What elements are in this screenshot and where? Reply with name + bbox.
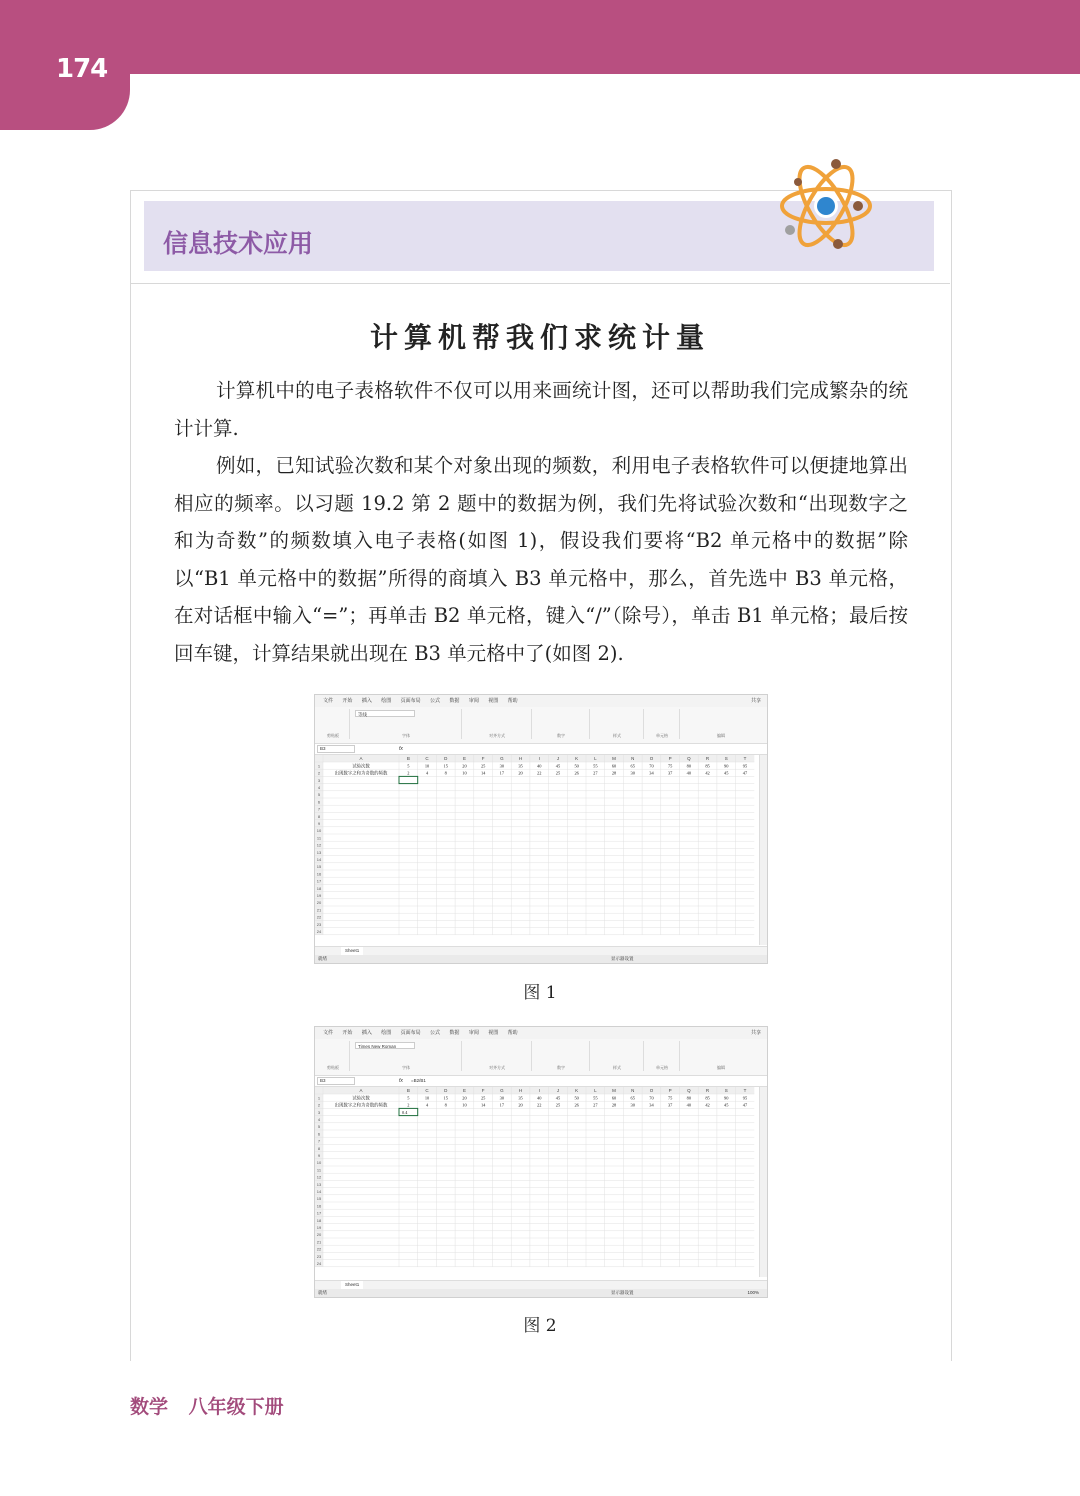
row-header: 12 [316,842,322,848]
data-cell: 8 [444,1102,447,1108]
row-header: 13 [316,1181,322,1187]
row-header: 21 [316,1239,322,1245]
data-cell: 90 [724,763,729,769]
share-button[interactable]: 共享 [750,1030,761,1036]
column-header: A [359,1088,363,1094]
ribbon-group-label: 剪贴板 [327,1065,339,1070]
row-header: 2 [317,770,321,776]
ribbon-group-label: 样式 [613,733,621,738]
data-cell: 50 [574,763,579,769]
status-text: 就绪 [318,1290,327,1295]
vertical-scrollbar[interactable] [759,755,767,945]
row-header: 9 [317,821,321,826]
column-header: F [481,1088,485,1094]
column-header: E [462,756,466,762]
row-header: 22 [316,914,322,920]
row-header: 4 [317,785,321,790]
ribbon-group-label: 对齐方式 [489,733,505,738]
data-cell: 70 [649,1095,654,1101]
spreadsheet-screenshot-1 [314,694,768,964]
column-header: D [444,756,448,762]
data-cell: 75 [667,763,673,769]
data-cell: 45 [724,1102,729,1108]
data-cell: 30 [630,1102,635,1108]
row-header: 21 [316,907,322,913]
data-cell: 20 [518,1102,523,1108]
ribbon-group-label: 字体 [402,1065,410,1070]
row-header: 19 [316,1225,322,1230]
data-cell: 30 [630,770,635,776]
data-cell: 65 [630,1095,635,1101]
data-cell: 14 [480,1102,486,1108]
ribbon-group [591,709,644,739]
row-label-cell: 试验次数 [352,1095,370,1101]
menu-item[interactable]: 绘图 [381,698,392,704]
row-header: 1 [317,1095,321,1101]
data-cell: 47 [742,1102,748,1108]
row-header: 17 [316,1210,322,1216]
menu-item[interactable]: 数据 [449,698,460,704]
row-header: 17 [316,878,322,884]
spreadsheet-screenshot-2 [314,1026,768,1298]
menu-item[interactable]: 帮助 [507,1030,518,1036]
ribbon-group [317,709,350,739]
data-cell: 15 [443,1095,448,1101]
data-cell: 35 [518,1095,523,1101]
column-header: L [594,756,597,762]
data-cell: 47 [742,770,748,776]
column-header: J [556,1088,560,1094]
row-header: 19 [316,893,322,898]
column-header: M [612,1088,616,1094]
row-header: 14 [316,1189,322,1194]
row-label-cell: 出现数字之和为奇数的频数 [334,770,388,776]
menu-bar [315,1027,767,1039]
menu-item[interactable]: 公式 [430,698,441,704]
data-cell: 20 [462,1095,467,1101]
menu-item[interactable]: 文件 [323,1030,334,1036]
ribbon-group-label: 剪贴板 [327,733,339,738]
data-cell: 8 [444,770,447,776]
data-cell: 42 [705,770,710,776]
ribbon [315,707,767,744]
row-header: 12 [316,1174,322,1180]
menu-item[interactable]: 开始 [342,1030,353,1036]
vertical-scrollbar[interactable] [759,1087,767,1277]
ribbon-group [351,709,462,739]
ribbon-group-label: 编辑 [717,733,725,738]
ribbon-group [317,1041,350,1071]
row-header: 15 [316,1196,322,1202]
ribbon-group [351,1041,462,1071]
menu-item[interactable]: 数据 [449,1030,460,1036]
row-header: 1 [317,763,321,769]
page-number: 174 [56,54,108,84]
figure-caption: 图 2 [523,1316,557,1336]
data-cell: 35 [518,763,523,769]
column-header: L [594,1088,597,1094]
data-cell: 45 [724,770,729,776]
ribbon-group-label: 字体 [402,733,410,738]
data-cell: 37 [667,1102,673,1108]
frame-divider [130,283,950,284]
formula-bar [315,744,767,755]
ribbon-group [645,709,680,739]
data-cell: 80 [686,763,692,769]
ribbon-group-label: 数字 [557,1065,565,1070]
display-settings[interactable]: 显示器设置 [611,956,634,961]
row-header: 8 [317,813,321,819]
row-header: 3 [317,1109,321,1115]
status-text: 就绪 [318,956,327,961]
column-header: C [425,756,429,762]
column-header: S [724,756,728,762]
row-header: 4 [317,1117,321,1122]
column-header: D [444,1088,448,1094]
name-box[interactable]: B3 [317,745,355,753]
data-cell: 10 [462,770,467,776]
data-cell: 40 [686,1102,692,1108]
data-cell: 2 [407,1102,410,1108]
row-header: 8 [317,1145,321,1151]
column-header: S [724,1088,728,1094]
data-cell: 10 [462,1102,467,1108]
row-header: 23 [316,1253,322,1259]
data-cell: 42 [705,1102,710,1108]
column-header: N [631,756,635,762]
column-header: K [575,1088,579,1094]
row-header: 16 [316,871,322,877]
zoom-level: 100% [747,1290,759,1295]
ribbon-group [591,1041,644,1071]
ribbon-group [533,709,590,739]
ribbon-group-label: 对齐方式 [489,1065,505,1070]
data-cell: 95 [742,1095,748,1101]
sheet-tab-bar [315,946,767,955]
menu-item[interactable]: 审阅 [468,698,479,704]
column-header: Q [687,1088,691,1094]
row-header: 24 [316,1261,322,1266]
data-cell: 40 [537,1095,542,1101]
data-cell: 85 [705,1095,710,1101]
menu-item[interactable]: 公式 [430,1030,441,1036]
column-header: R [705,1088,710,1094]
column-header: C [425,1088,429,1094]
row-label-cell: 出现数字之和为奇数的频数 [334,1102,388,1108]
data-cell: 27 [593,770,598,776]
row-header: 5 [317,792,321,798]
sheet-tab-bar [315,1280,767,1289]
data-cell: 65 [630,763,635,769]
row-header: 11 [316,835,322,841]
data-cell: 25 [480,763,486,769]
data-cell: 4 [425,770,429,776]
column-header: I [538,756,540,762]
data-cell: 10 [424,763,430,769]
ribbon-group-label: 单元格 [656,733,668,738]
row-header: 6 [317,799,321,805]
cell-grid[interactable] [315,755,759,945]
page-title: 计算机帮我们求统计量 [369,321,710,354]
menu-item[interactable]: 页面布局 [400,1030,421,1036]
data-cell: 34 [649,1102,654,1108]
paragraph: 例如，已知试验次数和某个对象出现的频数，利用电子表格软件可以便捷地算出相应的频率。以习题 19.2 第 2 题中的数据为例，我们先将试验次数和“出现数字之和为奇数”的频数填入电子表格(如图 1)，假设我们要将“B2 单元格中的数据”除以“B1 单元格中的数据”所得的商填入 B3 单元格中，那么，首先选中 B3 单元格，在对话框中输入“=”；再单击 B2 单元格，键入“/”（除号），单击 B1 单元格；最后按回车键，计算结果就出现在 B3 单元格中了(如图 2). [174,454,908,665]
data-cell: 55 [593,1095,598,1101]
figure-caption: 图 1 [523,983,557,1003]
data-cell: 80 [686,1095,692,1101]
data-cell: 60 [611,1095,617,1101]
fx-icon: fx [399,1078,403,1084]
data-cell: 17 [499,1102,505,1108]
data-cell: 17 [499,770,505,776]
menu-item[interactable]: 绘图 [381,1030,392,1036]
data-cell: 34 [649,770,654,776]
menu-item[interactable]: 帮助 [507,698,518,704]
menu-item[interactable]: 视图 [488,1030,499,1036]
status-bar [315,955,767,963]
header-band [0,0,1080,74]
data-cell: 10 [424,1095,430,1101]
data-cell: 2 [407,770,410,776]
data-cell: 30 [499,763,505,769]
cell-grid[interactable] [315,1087,759,1277]
ribbon [315,1039,767,1076]
row-header: 15 [316,864,322,870]
data-cell: 25 [480,1095,486,1101]
ribbon-group-label: 数字 [557,733,565,738]
column-header: H [518,1088,523,1094]
column-header: N [631,1088,635,1094]
sheet-tab[interactable]: Sheet1 [341,947,363,956]
row-header: 3 [317,777,321,783]
row-header: 10 [316,828,322,834]
column-header: K [575,756,579,762]
column-header: R [705,756,710,762]
data-cell: 95 [742,763,748,769]
column-header: B [406,756,410,762]
ribbon-group [681,1041,761,1071]
status-bar [315,1289,767,1297]
column-header: I [538,1088,540,1094]
paragraph: 计算机中的电子表格软件不仅可以用来画统计图，还可以帮助我们完成繁杂的统计计算. [174,379,908,440]
row-header: 18 [316,1217,322,1223]
menu-item[interactable]: 文件 [323,698,334,704]
data-cell: 60 [611,763,617,769]
row-header: 24 [316,929,322,934]
menu-item[interactable]: 视图 [488,698,499,704]
data-cell: 55 [593,763,598,769]
row-header: 7 [317,1138,321,1144]
row-header: 20 [316,900,322,906]
atom-icon [776,152,876,258]
display-settings[interactable]: 显示器设置 [611,1290,634,1295]
column-header: B [406,1088,410,1094]
formula-input[interactable]: =B2/B1 [411,1078,426,1083]
fx-icon: fx [399,746,403,752]
data-cell: 22 [537,1102,542,1108]
column-header: F [481,756,485,762]
data-cell: 20 [462,763,467,769]
row-header: 22 [316,1246,322,1252]
column-header: O [649,1088,654,1094]
data-cell: 45 [555,1095,561,1101]
data-cell: 25 [555,1102,561,1108]
ribbon-group [645,1041,680,1071]
data-cell: 45 [555,763,561,769]
column-header: E [462,1088,466,1094]
row-header: 2 [317,1102,321,1108]
data-cell: 30 [499,1095,505,1101]
data-cell: 40 [686,770,692,776]
column-header: H [518,756,523,762]
row-header: 20 [316,1232,322,1238]
row-header: 11 [316,1167,322,1173]
menu-item[interactable]: 插入 [361,698,372,704]
column-header: Q [687,756,691,762]
data-cell: 27 [593,1102,598,1108]
ribbon-group [533,1041,590,1071]
data-cell: 90 [724,1095,729,1101]
share-button[interactable]: 共享 [750,698,761,704]
ribbon-group [463,1041,532,1071]
column-header: T [743,1088,747,1094]
data-cell: 20 [518,770,523,776]
data-cell: 40 [537,763,542,769]
data-cell: 75 [667,1095,673,1101]
data-cell: 14 [480,770,486,776]
footer-book-title: 数学 八年级下册 [130,1396,284,1418]
menu-item[interactable]: 开始 [342,698,353,704]
menu-bar [315,695,767,707]
row-header: 6 [317,1131,321,1137]
column-header: G [500,1088,504,1094]
ribbon-group-label: 编辑 [717,1065,725,1070]
column-header: A [359,756,363,762]
ribbon-group [463,709,532,739]
formula-bar [315,1076,767,1087]
menu-item[interactable]: 审阅 [468,1030,479,1036]
cell-b3-value: 0.4 [402,1109,408,1115]
ribbon-group [681,709,761,739]
font-name-box[interactable]: Times New Roman [355,1042,415,1049]
row-header: 14 [316,857,322,862]
row-header: 16 [316,1203,322,1209]
sheet-tab[interactable]: Sheet1 [341,1281,363,1290]
data-cell: 25 [555,770,561,776]
data-cell: 4 [425,1102,429,1108]
ribbon-group-label: 样式 [613,1065,621,1070]
name-box[interactable]: B3 [317,1077,355,1085]
column-header: P [668,1088,672,1094]
data-cell: 28 [611,1102,617,1108]
row-header: 10 [316,1160,322,1166]
data-cell: 5 [407,763,410,769]
data-cell: 70 [649,763,654,769]
row-header: 7 [317,806,321,812]
column-header: J [556,756,560,762]
data-cell: 15 [443,763,448,769]
data-cell: 85 [705,763,710,769]
column-header: O [649,756,654,762]
data-cell: 50 [574,1095,579,1101]
column-header: P [668,756,672,762]
data-cell: 37 [667,770,673,776]
column-header: G [500,756,504,762]
selected-cell-b3 [399,776,418,783]
menu-item[interactable]: 插入 [361,1030,372,1036]
data-cell: 26 [574,1102,579,1108]
section-title: 信息技术应用 [163,229,314,258]
row-header: 9 [317,1153,321,1158]
row-header: 23 [316,921,322,927]
data-cell: 28 [611,770,617,776]
ribbon-group-label: 单元格 [656,1065,668,1070]
row-header: 18 [316,885,322,891]
data-cell: 26 [574,770,579,776]
row-label-cell: 试验次数 [352,763,370,769]
column-header: T [743,756,747,762]
font-name-box[interactable]: 等线 [355,710,415,717]
data-cell: 5 [407,1095,410,1101]
column-header: M [612,756,616,762]
row-header: 5 [317,1124,321,1130]
data-cell: 22 [537,770,542,776]
menu-item[interactable]: 页面布局 [400,698,421,704]
row-header: 13 [316,849,322,855]
